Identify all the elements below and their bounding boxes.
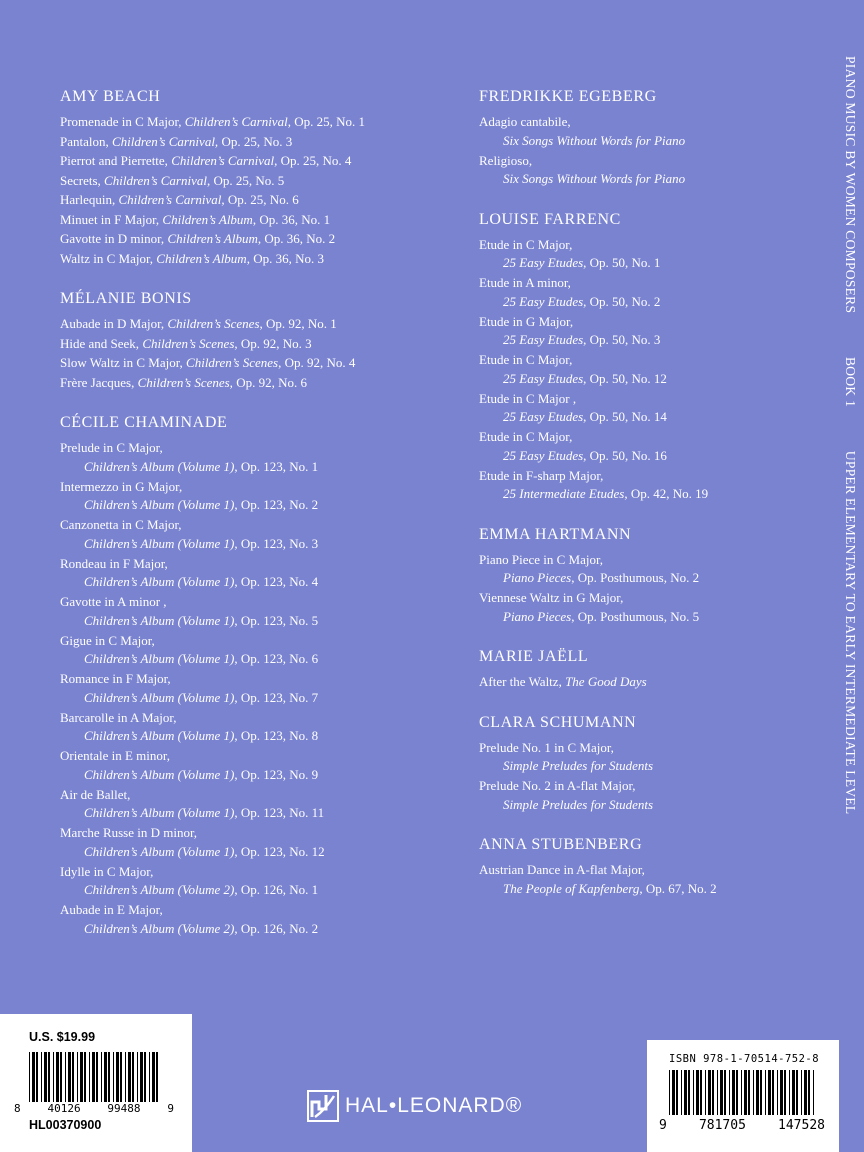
opus-number: , Op. 126, No. 2 bbox=[234, 920, 319, 936]
piece-title: Gavotte in D minor, bbox=[60, 231, 168, 246]
collection-title: Six Songs Without Words for Piano bbox=[503, 171, 686, 186]
opus-number: , Op. 126, No. 1 bbox=[234, 882, 319, 897]
piece-entry bbox=[60, 554, 440, 592]
piece-title: Barcarolle in A Major, bbox=[60, 709, 177, 725]
piece-source bbox=[60, 688, 440, 708]
composer-name: CÉCILE CHAMINADE bbox=[60, 414, 228, 431]
piece-source bbox=[479, 330, 809, 350]
collection-title: 25 Easy Etudes bbox=[503, 409, 584, 424]
piece-title: Minuet in F Major, bbox=[60, 211, 163, 227]
piece-entry bbox=[60, 477, 440, 515]
piece-title: Aubade in E Major, bbox=[60, 902, 163, 917]
publisher-logo bbox=[307, 1090, 557, 1122]
piece-source bbox=[60, 457, 440, 477]
collection-title: Simple Preludes for Students bbox=[503, 796, 654, 812]
item-code: HL00370900 bbox=[29, 1118, 102, 1132]
collection-title: Children’s Carnival bbox=[184, 114, 288, 129]
piece-title: Canzonetta in C Major, bbox=[60, 517, 182, 532]
collection-title: Children’s Album (Volume 1) bbox=[84, 689, 235, 705]
opus-number: , Op. 36, No. 1 bbox=[252, 211, 331, 227]
opus-number: , Op. 50, No. 1 bbox=[583, 255, 661, 270]
opus-number: , Op. 123, No. 2 bbox=[234, 497, 319, 512]
opus-number: , Op. 123, No. 12 bbox=[234, 843, 325, 859]
isbn-barcode bbox=[669, 1070, 815, 1115]
upc-digit-group: 40126 bbox=[47, 1102, 81, 1115]
composer-section bbox=[479, 834, 809, 898]
composer-section bbox=[60, 412, 440, 938]
left-column bbox=[60, 86, 440, 958]
piece-source bbox=[60, 919, 440, 939]
piece-entry bbox=[479, 427, 809, 465]
piece-title: Etude in C Major, bbox=[479, 236, 573, 252]
piece-entry bbox=[479, 776, 809, 814]
opus-number: , Op. Posthumous, No. 5 bbox=[571, 608, 700, 624]
piece-entry bbox=[60, 438, 440, 476]
collection-title: Children’s Album (Volume 1) bbox=[84, 805, 235, 820]
piece-title: Prelude No. 2 in A-flat Major, bbox=[479, 778, 636, 793]
piece-title: Promenade in C Major, bbox=[60, 114, 185, 129]
piece-entry bbox=[60, 669, 440, 707]
opus-number: , Op. 92, No. 3 bbox=[234, 335, 312, 351]
piece-title: Etude in C Major , bbox=[479, 390, 577, 406]
spine-book-number: BOOK 1 bbox=[843, 356, 858, 408]
piece-entry bbox=[60, 229, 440, 249]
collection-title: The People of Kapfenberg bbox=[503, 880, 640, 896]
collection-title: Children’s Album (Volume 1) bbox=[84, 728, 235, 743]
piece-title: Romance in F Major, bbox=[60, 671, 171, 686]
piece-title: Viennese Waltz in G Major, bbox=[479, 590, 624, 605]
piece-entry bbox=[60, 353, 440, 373]
piece-entry bbox=[479, 350, 809, 388]
piece-source bbox=[60, 534, 440, 554]
piece-entry bbox=[479, 466, 809, 504]
right-column bbox=[479, 86, 809, 918]
piece-title: Air de Ballet, bbox=[60, 786, 131, 802]
spine-series-title: PIANO MUSIC BY WOMEN COMPOSERS bbox=[843, 56, 858, 314]
piece-entry bbox=[479, 273, 809, 311]
opus-number: , Op. 50, No. 3 bbox=[583, 332, 661, 347]
piece-entry bbox=[60, 785, 440, 823]
upc-digit-group: 9 bbox=[167, 1102, 174, 1115]
piece-entry bbox=[479, 389, 809, 427]
opus-number: , Op. 92, No. 1 bbox=[259, 316, 337, 331]
collection-title: 25 Easy Etudes bbox=[503, 332, 584, 347]
collection-title: Children’s Album (Volume 2) bbox=[84, 882, 235, 897]
piece-source bbox=[60, 803, 440, 823]
collection-title: 25 Easy Etudes bbox=[503, 293, 584, 309]
piece-title: Hide and Seek, bbox=[60, 335, 143, 351]
upc-digit-group: 99488 bbox=[107, 1102, 141, 1115]
collection-title: 25 Easy Etudes bbox=[503, 255, 584, 270]
opus-number: , Op. 25, No. 1 bbox=[287, 114, 365, 129]
isbn-label: ISBN 978-1-70514-752-8 bbox=[669, 1053, 820, 1065]
piece-title: Etude in C Major, bbox=[479, 429, 573, 444]
piece-title: Religioso, bbox=[479, 152, 533, 168]
piece-source bbox=[479, 795, 809, 815]
piece-title: Etude in F-sharp Major, bbox=[479, 467, 604, 483]
collection-title: Children’s Scenes bbox=[142, 335, 235, 351]
collection-title: Children’s Album (Volume 1) bbox=[84, 535, 235, 551]
collection-title: Children’s Album (Volume 1) bbox=[84, 458, 235, 474]
spine-text bbox=[842, 56, 858, 854]
piece-entry bbox=[60, 823, 440, 861]
opus-number: , Op. 25, No. 5 bbox=[206, 172, 285, 188]
piece-entry bbox=[60, 132, 440, 152]
piece-entry bbox=[60, 151, 440, 171]
composer-name: AMY BEACH bbox=[60, 88, 161, 105]
opus-number: , Op. 123, No. 3 bbox=[234, 535, 319, 551]
piece-source bbox=[60, 572, 440, 592]
piece-entry bbox=[60, 631, 440, 669]
piece-entry bbox=[479, 235, 809, 273]
opus-number: , Op. 123, No. 1 bbox=[234, 458, 319, 474]
composer-name: FREDRIKKE EGEBERG bbox=[479, 88, 657, 105]
piece-title: Prelude No. 1 in C Major, bbox=[479, 739, 614, 755]
piece-entry bbox=[479, 312, 809, 350]
collection-title: 25 Easy Etudes bbox=[503, 447, 584, 463]
piece-title: Etude in G Major, bbox=[479, 313, 574, 329]
composer-name: MÉLANIE BONIS bbox=[60, 290, 192, 307]
collection-title: 25 Intermediate Etudes bbox=[503, 486, 625, 501]
piece-title: Prelude in C Major, bbox=[60, 440, 163, 455]
piece-entry bbox=[479, 860, 809, 898]
publisher-logo-text: HAL•LEONARD® bbox=[345, 1094, 523, 1117]
upc-digit-group: 8 bbox=[14, 1102, 21, 1115]
composer-name: CLARA SCHUMANN bbox=[479, 713, 637, 731]
piece-entry bbox=[60, 862, 440, 900]
piece-entry bbox=[479, 672, 809, 692]
opus-number: , Op. 123, No. 11 bbox=[234, 805, 325, 820]
collection-title: Simple Preludes for Students bbox=[503, 758, 654, 773]
opus-number: , Op. 25, No. 4 bbox=[274, 153, 352, 168]
piece-entry bbox=[60, 210, 440, 230]
composer-section bbox=[479, 712, 809, 815]
piece-title: Austrian Dance in A-flat Major, bbox=[479, 862, 645, 877]
opus-number: , Op. 67, No. 2 bbox=[639, 880, 717, 896]
collection-title: Children’s Album (Volume 1) bbox=[84, 843, 235, 859]
piece-entry bbox=[60, 249, 440, 269]
isbn-digits bbox=[659, 1118, 825, 1133]
composer-section bbox=[479, 209, 809, 504]
collection-title: Children’s Scenes, bbox=[137, 374, 233, 390]
opus-number: , Op. 50, No. 16 bbox=[583, 447, 667, 463]
collection-title: Children’s Album (Volume 2) bbox=[84, 920, 235, 936]
composer-section bbox=[60, 288, 440, 392]
collection-title: Children’s Album (Volume 1) bbox=[84, 766, 235, 782]
piece-title: Pierrot and Pierrette, bbox=[60, 153, 172, 168]
piece-source bbox=[479, 253, 809, 273]
hal-leonard-logo-icon bbox=[307, 1090, 339, 1122]
piece-title: Adagio cantabile, bbox=[479, 114, 571, 129]
piece-source bbox=[60, 611, 440, 631]
piece-entry bbox=[60, 314, 440, 334]
collection-title: Children’s Carnival, bbox=[112, 133, 219, 149]
composer-name: MARIE JAËLL bbox=[479, 648, 589, 665]
composer-section bbox=[479, 646, 809, 692]
piece-source bbox=[479, 446, 809, 466]
spine-level: UPPER ELEMENTARY TO EARLY INTERMEDIATE LEVEL bbox=[843, 450, 858, 815]
opus-number: , Op. 123, No. 5 bbox=[234, 612, 319, 628]
opus-number: , Op. Posthumous, No. 2 bbox=[571, 570, 700, 585]
opus-number: , Op. 50, No. 12 bbox=[583, 370, 667, 386]
piece-source bbox=[60, 649, 440, 669]
upc-digits bbox=[14, 1102, 174, 1115]
piece-title: Piano Piece in C Major, bbox=[479, 551, 604, 567]
opus-number: , Op. 50, No. 14 bbox=[583, 409, 667, 424]
piece-title: Intermezzo in G Major, bbox=[60, 478, 183, 494]
collection-title: Children’s Carnival bbox=[171, 153, 275, 168]
piece-title: Etude in C Major, bbox=[479, 352, 573, 367]
piece-source bbox=[60, 726, 440, 746]
price-label: U.S. $19.99 bbox=[29, 1030, 96, 1044]
piece-source bbox=[479, 568, 809, 588]
opus-number: , Op. 123, No. 6 bbox=[234, 651, 319, 666]
composer-name: ANNA STUBENBERG bbox=[479, 836, 643, 853]
piece-entry bbox=[479, 550, 809, 588]
collection-title: Children’s Album (Volume 1) bbox=[84, 497, 235, 512]
opus-number: , Op. 123, No. 4 bbox=[234, 574, 319, 589]
piece-title: Slow Waltz in C Major, bbox=[60, 355, 187, 370]
opus-number: , Op. 36, No. 2 bbox=[257, 231, 336, 246]
piece-entry bbox=[60, 171, 440, 191]
piece-title: Etude in A minor, bbox=[479, 275, 571, 290]
collection-title: Piano Pieces bbox=[503, 608, 572, 624]
piece-entry bbox=[479, 151, 809, 189]
piece-title: Harlequin, bbox=[60, 192, 119, 207]
piece-source bbox=[479, 407, 809, 427]
collection-title: Children’s Carnival, bbox=[118, 192, 225, 207]
opus-number: , Op. 42, No. 19 bbox=[624, 486, 709, 501]
composer-name: EMMA HARTMANN bbox=[479, 525, 632, 543]
piece-entry bbox=[479, 738, 809, 776]
collection-title: Children’s Scenes bbox=[186, 355, 279, 370]
isbn-barcode-box bbox=[647, 1040, 839, 1152]
collection-title: Children’s Scenes bbox=[167, 316, 260, 331]
opus-number: Op. 25, No. 6 bbox=[224, 192, 299, 207]
piece-entry bbox=[60, 112, 440, 132]
collection-title: The Good Days bbox=[565, 674, 647, 689]
piece-title: Aubade in D Major, bbox=[60, 316, 168, 331]
collection-title: 25 Easy Etudes bbox=[503, 370, 584, 386]
collection-title: Children’s Carnival bbox=[104, 172, 207, 188]
piece-entry bbox=[60, 515, 440, 553]
piece-entry bbox=[60, 708, 440, 746]
opus-number: Op. 25, No. 3 bbox=[218, 133, 293, 149]
piece-entry bbox=[60, 746, 440, 784]
upc-barcode bbox=[29, 1052, 160, 1102]
piece-source bbox=[60, 765, 440, 785]
piece-source bbox=[479, 756, 809, 776]
collection-title: Children’s Album (Volume 1) bbox=[84, 574, 235, 589]
piece-entry bbox=[60, 190, 440, 210]
composer-section bbox=[479, 524, 809, 627]
piece-title: Pantalon, bbox=[60, 133, 112, 149]
piece-source bbox=[479, 292, 809, 312]
isbn-digit-group: 147528 bbox=[778, 1118, 825, 1133]
opus-number: , Op. 92, No. 4 bbox=[278, 355, 356, 370]
composer-name: LOUISE FARRENC bbox=[479, 210, 621, 228]
opus-number: , Op. 36, No. 3 bbox=[246, 250, 324, 266]
collection-title: Children’s Album bbox=[162, 211, 253, 227]
piece-source bbox=[479, 369, 809, 389]
collection-title: Children’s Album bbox=[156, 250, 247, 266]
piece-source bbox=[479, 131, 809, 151]
piece-title: After the Waltz, bbox=[479, 674, 566, 689]
collection-title: Children’s Album bbox=[167, 231, 258, 246]
opus-number: Op. 92, No. 6 bbox=[232, 374, 307, 390]
piece-title: Gigue in C Major, bbox=[60, 632, 155, 648]
piece-title: Orientale in E minor, bbox=[60, 748, 170, 763]
piece-title: Idylle in C Major, bbox=[60, 863, 154, 879]
piece-entry bbox=[60, 592, 440, 630]
piece-source bbox=[479, 484, 809, 504]
piece-source bbox=[60, 495, 440, 515]
opus-number: , Op. 123, No. 9 bbox=[234, 766, 319, 782]
piece-entry bbox=[60, 334, 440, 354]
collection-title: Children’s Album (Volume 1) bbox=[84, 612, 235, 628]
opus-number: , Op. 123, No. 7 bbox=[234, 689, 319, 705]
spine bbox=[836, 0, 864, 1152]
opus-number: , Op. 50, No. 2 bbox=[583, 293, 661, 309]
piece-entry bbox=[479, 112, 809, 150]
piece-entry bbox=[60, 373, 440, 393]
piece-source bbox=[479, 607, 809, 627]
collection-title: Piano Pieces bbox=[503, 570, 572, 585]
piece-title: Secrets, bbox=[60, 172, 105, 188]
piece-source bbox=[60, 842, 440, 862]
piece-source bbox=[479, 879, 809, 899]
composer-section bbox=[479, 86, 809, 189]
piece-entry bbox=[60, 900, 440, 938]
piece-title: Waltz in C Major, bbox=[60, 250, 157, 266]
piece-title: Marche Russe in D minor, bbox=[60, 825, 198, 840]
piece-source bbox=[60, 880, 440, 900]
collection-title: Six Songs Without Words for Piano bbox=[503, 132, 686, 148]
collection-title: Children’s Album (Volume 1) bbox=[84, 651, 235, 666]
piece-title: Frère Jacques, bbox=[60, 374, 138, 390]
piece-entry bbox=[479, 588, 809, 626]
opus-number: , Op. 123, No. 8 bbox=[234, 728, 319, 743]
piece-title: Gavotte in A minor , bbox=[60, 594, 167, 609]
composer-section bbox=[60, 86, 440, 268]
isbn-digit-group: 781705 bbox=[698, 1118, 746, 1133]
isbn-digit-group: 9 bbox=[659, 1118, 667, 1133]
piece-title: Rondeau in F Major, bbox=[60, 555, 168, 571]
piece-source bbox=[479, 169, 809, 189]
price-barcode-box bbox=[0, 1014, 192, 1152]
